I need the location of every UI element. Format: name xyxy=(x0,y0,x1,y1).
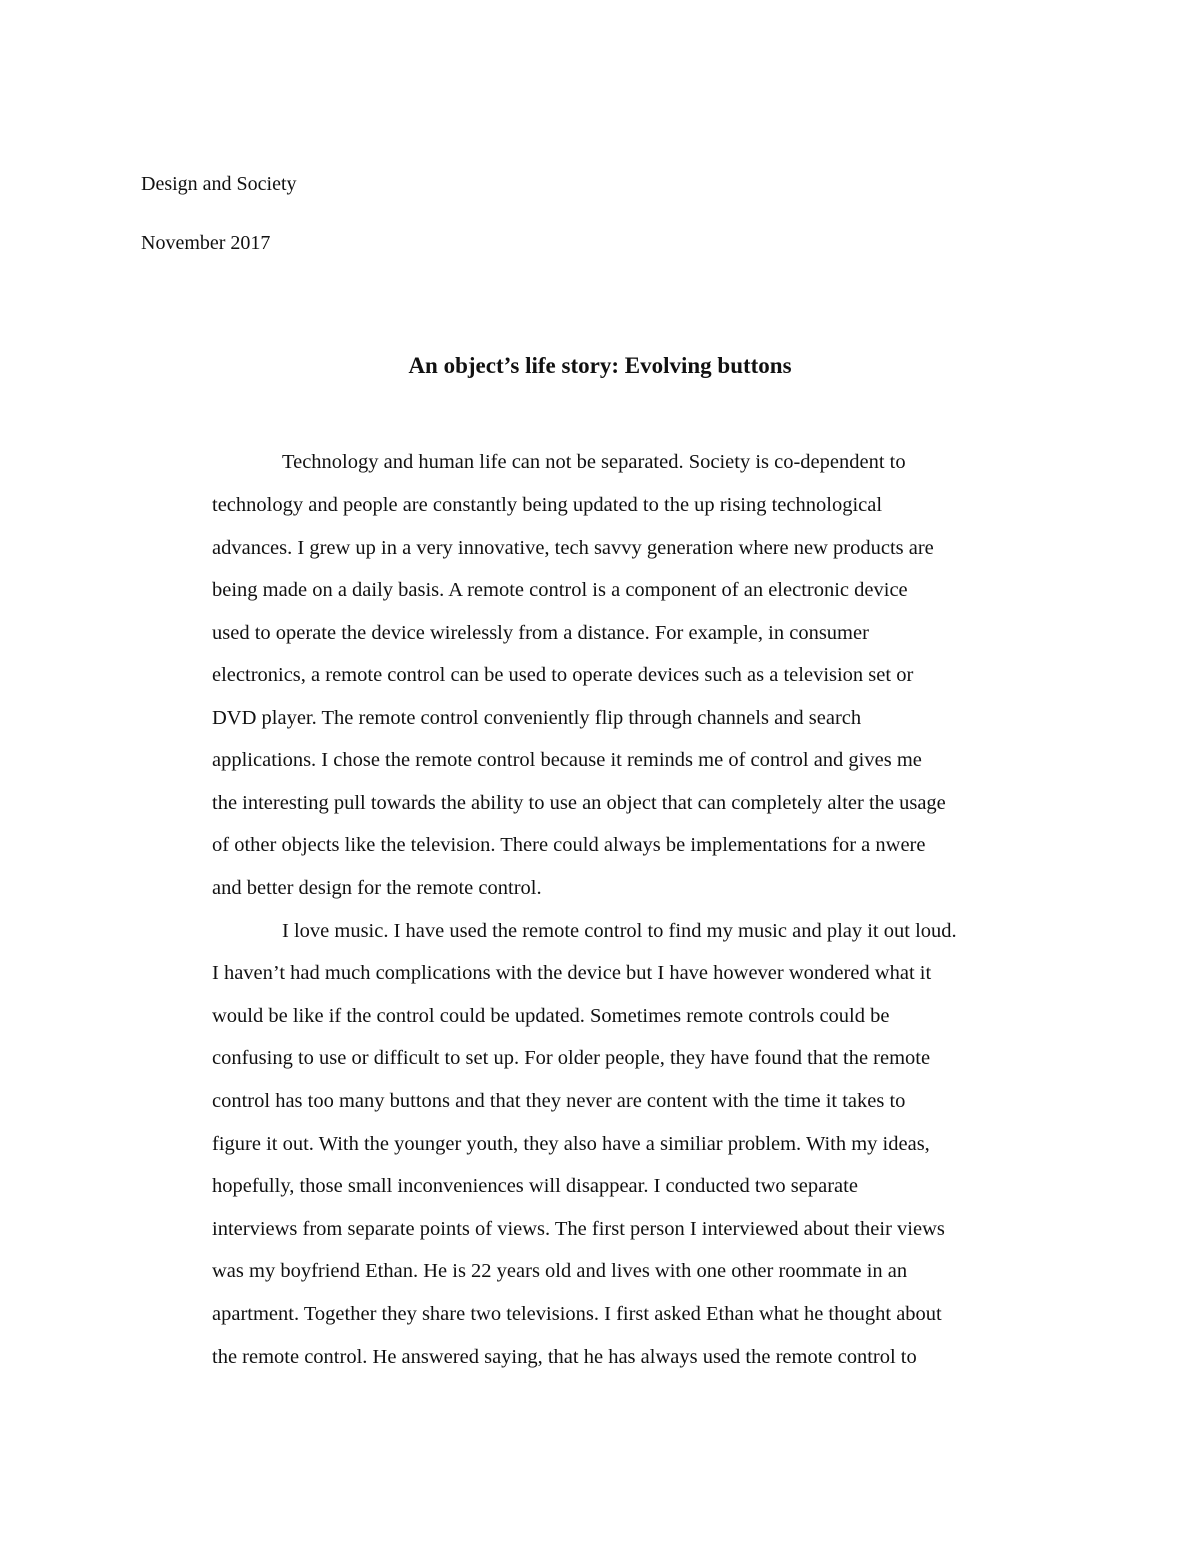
body-line: would be like if the control could be updated. Sometimes remote controls could be xyxy=(212,1005,890,1027)
course-name: Design and Society xyxy=(141,173,297,195)
body-line: Technology and human life can not be separated. Society is co-dependent to xyxy=(282,451,906,473)
body-line: control has too many buttons and that they never are content with the time it takes to xyxy=(212,1090,906,1112)
body-line: DVD player. The remote control conveniently flip through channels and search xyxy=(212,707,862,729)
body-line: electronics, a remote control can be used to operate devices such as a television set or xyxy=(212,664,914,686)
body-line: of other objects like the television. There could always be implementations for a nwere xyxy=(212,834,926,856)
body-line: applications. I chose the remote control because it reminds me of control and gives me xyxy=(212,749,922,771)
body-line: and better design for the remote control. xyxy=(212,877,542,899)
body-line: interviews from separate points of views. The first person I interviewed about their views xyxy=(212,1218,945,1240)
body-line: technology and people are constantly being updated to the up rising technological xyxy=(212,494,883,516)
body-line: I love music. I have used the remote control to find my music and play it out loud. xyxy=(282,920,957,942)
body-line: being made on a daily basis. A remote control is a component of an electronic device xyxy=(212,579,908,601)
body-line: used to operate the device wirelessly from a distance. For example, in consumer xyxy=(212,622,869,644)
body-line: the remote control. He answered saying, that he has always used the remote control to xyxy=(212,1346,917,1368)
body-line: was my boyfriend Ethan. He is 22 years old and lives with one other roommate in an xyxy=(212,1260,908,1282)
body-line: hopefully, those small inconveniences will disappear. I conducted two separate xyxy=(212,1175,858,1197)
body-line: advances. I grew up in a very innovative, tech savvy generation where new products are xyxy=(212,537,934,559)
body-line: the interesting pull towards the ability to use an object that can completely alter the usage xyxy=(212,792,946,814)
body-line: apartment. Together they share two televisions. I first asked Ethan what he thought about xyxy=(212,1303,942,1325)
document-title: An object’s life story: Evolving buttons xyxy=(408,353,792,378)
document-date: November 2017 xyxy=(141,232,271,254)
body-line: figure it out. With the younger youth, they also have a similiar problem. With my ideas, xyxy=(212,1133,930,1155)
body-line: I haven’t had much complications with the device but I have however wondered what it xyxy=(212,962,932,984)
body-line: confusing to use or difficult to set up. For older people, they have found that the remote xyxy=(212,1047,931,1069)
